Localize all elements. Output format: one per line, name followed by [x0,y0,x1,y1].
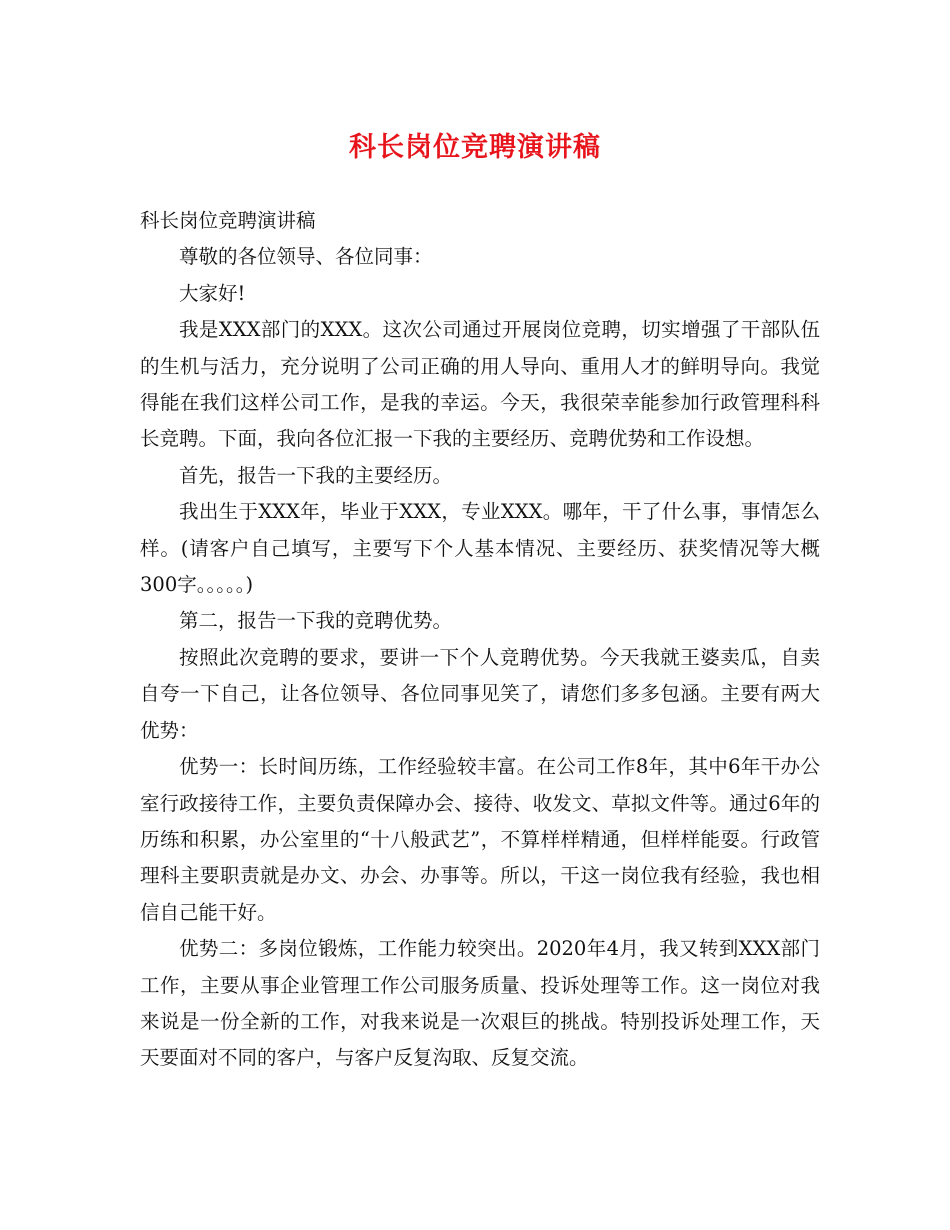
paragraph-experience: 我出生于XXX年，毕业于XXX，专业XXX。哪年，干了什么事，事情怎么样。(请客户自己填写，主要写下个人基本情况、主要经历、获奖情况等大概300字。。。。。) [140,500,820,597]
greeting: 大家好! [179,281,246,305]
salutation: 尊敬的各位领导、各位同事： [179,245,433,269]
paragraph-experience-heading: 首先，报告一下我的主要经历。 [179,463,453,487]
body-heading: 科长岗位竞聘演讲稿 [140,209,316,232]
paragraph-advantages-intro: 按照此次竞聘的要求，要讲一下个人竞聘优势。今天我就王婆卖瓜，自卖自夸一下自己，让各位领导、各位同事见笑了，请您们多多包涵。主要有两大优势： [140,645,820,742]
paragraph-advantage-one: 优势一：长时间历练，工作经验较丰富。在公司工作8年，其中6年干办公室行政接待工作，主要负责保障办会、接待、收发文、草拟文件等。通过6年的历练和积累，办公室里的“十八般武艺”，不算样样精通，但样样能耍。行政管理科主要职责就是办文、办会、办事等。所以，干这一岗位我有经验，我也相信自己能干好。 [140,755,820,924]
paragraph-introduction: 我是XXX部门的XXX。这次公司通过开展岗位竞聘，切实增强了干部队伍的生机与活力，充分说明了公司正确的用人导向、重用人才的鲜明导向。我觉得能在我们这样公司工作，是我的幸运。今天，我很荣幸能参加行政管理科科长竞聘。下面，我向各位汇报一下我的主要经历、竞聘优势和工作设想。 [140,318,820,451]
paragraph-advantages-heading: 第二，报告一下我的竞聘优势。 [179,609,453,633]
document-title: 科长岗位竞聘演讲稿 [349,132,601,163]
document-body [140,203,820,1077]
paragraph-advantage-two: 优势二：多岗位锻炼，工作能力较突出。2020年4月，我又转到XXX部门工作，主要从事企业管理工作公司服务质量、投诉处理等工作。这一岗位对我来说是一份全新的工作，对我来说是一次艰巨的挑战。特别投诉处理工作，天天要面对不同的客户，与客户反复沟取、反复交流。 [140,937,820,1070]
